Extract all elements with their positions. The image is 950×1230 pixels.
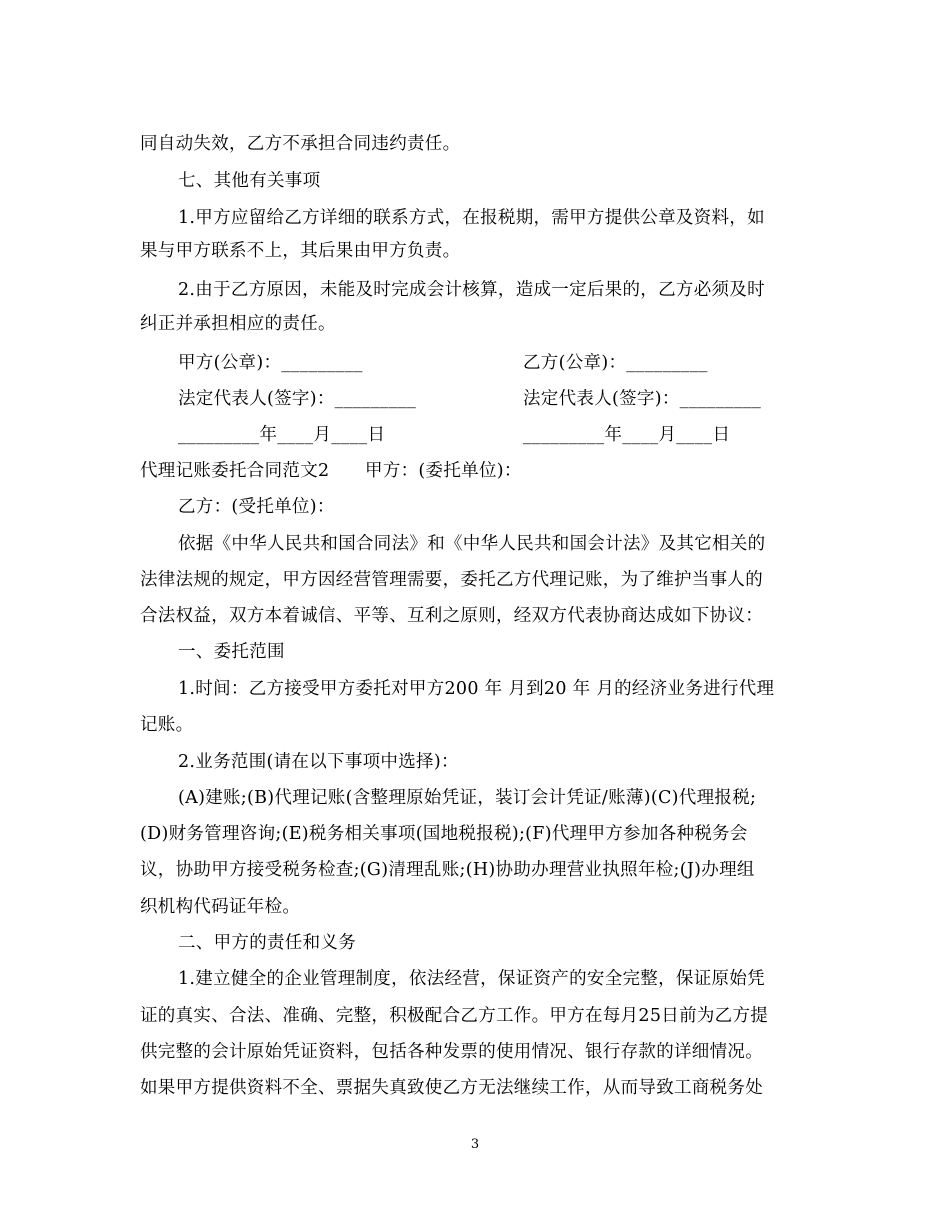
paragraph-line: 证的真实、合法、准确、完整，积极配合乙方工作。甲方在每月25日前为乙方提 — [140, 1006, 769, 1026]
paragraph-line: 2.业务范围(请在以下事项中选择)： — [178, 752, 459, 772]
paragraph-line: 法律法规的规定，甲方因经营管理需要，委托乙方代理记账，为了维护当事人的 — [140, 570, 763, 590]
paragraph-line: (A)建账;(B)代理记账(含整理原始凭证，装订会计凭证/账薄)(C)代理报税; — [178, 788, 757, 808]
section-heading: 七、其他有关事项 — [178, 171, 321, 191]
party-a-date-field: _________年____月____日 — [178, 425, 386, 445]
paragraph-line: 记账。 — [140, 715, 194, 735]
paragraph-line: 果与甲方联系不上，其后果由甲方负责。 — [140, 241, 461, 261]
party-b-seal-field: 乙方(公章)：_________ — [523, 353, 708, 373]
section-heading: 二、甲方的责任和义务 — [178, 933, 356, 953]
paragraph-line: 乙方：(受托单位)： — [178, 497, 335, 517]
party-a-representative-field: 法定代表人(签字)：_________ — [178, 389, 417, 409]
paragraph-line: 2.由于乙方原因，未能及时完成会计核算，造成一定后果的，乙方必须及时 — [178, 280, 765, 300]
paragraph-line: 纠正并承担相应的责任。 — [140, 314, 336, 334]
paragraph-line: 议，协助甲方接受税务检查;(G)清理乱账;(H)协助办理营业执照年检;(J)办理组 — [140, 860, 755, 880]
paragraph-line: 合法权益，双方本着诚信、平等、互利之原则，经双方代表协商达成如下协议： — [140, 606, 763, 626]
party-a-seal-field: 甲方(公章)：_________ — [178, 353, 363, 373]
party-b-representative-field: 法定代表人(签字)：_________ — [523, 389, 762, 409]
paragraph-line: (D)财务管理咨询;(E)税务相关事项(国地税报税);(F)代理甲方参加各种税务会 — [140, 824, 748, 844]
paragraph-line: 1.时间：乙方接受甲方委托对甲方200 年 月到20 年 月的经济业务进行代理 — [178, 679, 775, 699]
paragraph-line: 如果甲方提供资料不全、票据失真致使乙方无法继续工作，从而导致工商税务处 — [140, 1078, 763, 1098]
page-number: 3 — [470, 1137, 480, 1152]
paragraph-line: 供完整的会计原始凭证资料，包括各种发票的使用情况、银行存款的详细情况。 — [140, 1042, 763, 1062]
paragraph-line: 1.建立健全的企业管理制度，依法经营，保证资产的安全完整，保证原始凭 — [178, 969, 765, 989]
document-title-line: 代理记账委托合同范文2 甲方：(委托单位)： — [140, 461, 522, 481]
party-b-date-field: _________年____月____日 — [523, 425, 731, 445]
paragraph-line: 1.甲方应留给乙方详细的联系方式，在报税期，需甲方提供公章及资料，如 — [178, 208, 765, 228]
paragraph-line: 织机构代码证年检。 — [140, 897, 301, 917]
paragraph-line: 同自动失效，乙方不承担合同违约责任。 — [140, 134, 461, 154]
section-heading: 一、委托范围 — [178, 642, 285, 662]
paragraph-line: 依据《中华人民共和国合同法》和《中华人民共和国会计法》及其它相关的 — [178, 534, 766, 554]
